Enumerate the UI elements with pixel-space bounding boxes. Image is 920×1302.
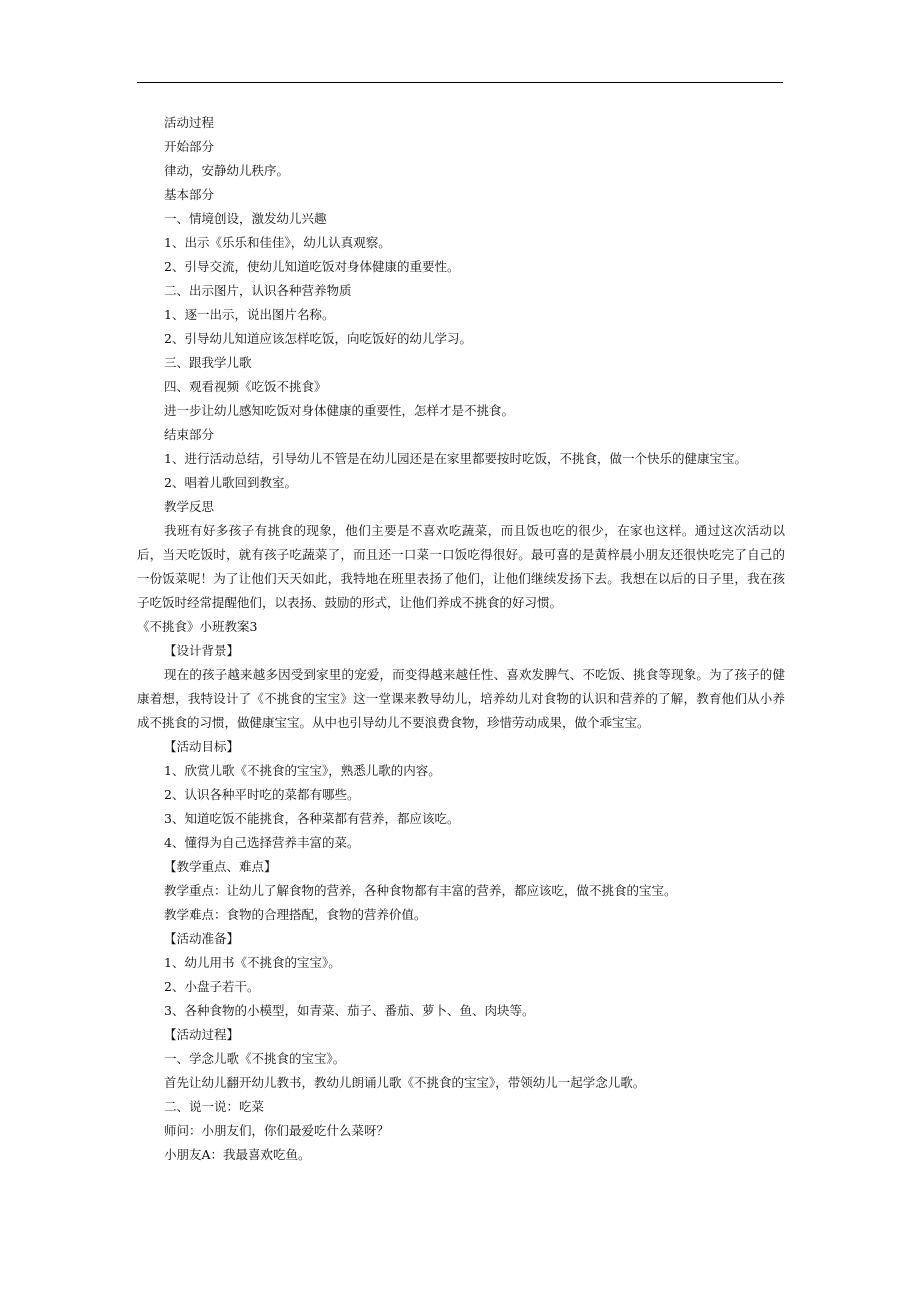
text-line: 律动，安静幼儿秩序。 [164, 163, 290, 178]
text-line: 2、唱着儿歌回到教室。 [164, 475, 297, 490]
text-line: 3、知道吃饭不能挑食，各种菜都有营养，都应该吃。 [164, 811, 460, 826]
text-line: 2、引导幼儿知道应该怎样吃饭，向吃饭好的幼儿学习。 [164, 331, 472, 346]
text-line: 结束部分 [164, 427, 215, 442]
text-line: 1、出示《乐乐和佳佳》，幼儿认真观察。 [164, 235, 391, 250]
text-line: 【活动过程】 [164, 1027, 240, 1042]
text-line: 教学反思 [164, 499, 215, 514]
text-line: 1、逐一出示，说出图片名称。 [164, 307, 335, 322]
text-line: 小朋友A：我最喜欢吃鱼。 [164, 1147, 311, 1162]
text-line: 一、情境创设，激发幼儿兴趣 [164, 211, 327, 226]
text-line: 教学难点：食物的合理搭配，食物的营养价值。 [164, 907, 427, 922]
text-line: 2、认识各种平时吃的菜都有哪些。 [164, 787, 360, 802]
text-line: 二、出示图片，认识各种营养物质 [164, 283, 352, 298]
text-line: 二、说一说：吃菜 [164, 1099, 265, 1114]
text-line: 开始部分 [164, 139, 215, 154]
text-line: 1、欣赏儿歌《不挑食的宝宝》，熟悉儿歌的内容。 [164, 763, 441, 778]
text-line: 一、学念儿歌《不挑食的宝宝》。 [164, 1051, 346, 1066]
text-line: 2、引导交流，使幼儿知道吃饭对身体健康的重要性。 [164, 259, 460, 274]
text-line: 进一步让幼儿感知吃饭对身体健康的重要性，怎样才是不挑食。 [164, 403, 515, 418]
text-line: 基本部分 [164, 187, 215, 202]
text-line: 四、观看视频《吃饭不挑食》 [164, 379, 327, 394]
text-line: 【活动目标】 [164, 739, 240, 754]
text-line: 教学重点：让幼儿了解食物的营养，各种食物都有丰富的营养，都应该吃，做不挑食的宝宝。 [164, 883, 677, 898]
text-line: 活动过程 [164, 115, 215, 130]
lesson-process-section [137, 111, 785, 519]
text-line: 师问：小朋友们，你们最爱吃什么菜呀？ [164, 1123, 390, 1138]
text-line: 2、小盘子若干。 [164, 979, 260, 994]
section-heading: 【设计背景】 [164, 643, 240, 658]
text-line: 1、幼儿用书《不挑食的宝宝》。 [164, 955, 341, 970]
text-line: 【教学重点、难点】 [164, 859, 277, 874]
reflection-paragraph: 我班有好多孩子有挑食的现象，他们主要是不喜欢吃蔬菜，而且饭也吃的很少，在家也这样。通过这次活动以后，当天吃饭时，就有孩子吃蔬菜了，而且还一口菜一口饭吃得很好。最可喜的是黄梓晨小朋友还很快吃完了自己的一份饭菜呢！为了让他们天天如此，我特地在班里表扬了他们，让他们继续发扬下去。我想在以后的日子里，我在孩子吃饭时经常提醒他们，以表扬、鼓励的形式，让他们养成不挑食的好习惯。 [137, 523, 785, 610]
lesson3-section [137, 735, 785, 1167]
document-body [137, 111, 785, 1167]
design-background-paragraph: 现在的孩子越来越多因受到家里的宠爱，而变得越来越任性、喜欢发脾气、不吃饭、挑食等现象。为了孩子的健康着想，我特设计了《不挑食的宝宝》这一堂课来教导幼儿，培养幼儿对食物的认识和营养的了解，教育他们从小养成不挑食的习惯，做健康宝宝。从中也引导幼儿不要浪费食物，珍惜劳动成果，做个乖宝宝。 [137, 667, 785, 730]
text-line: 【活动准备】 [164, 931, 240, 946]
text-line: 三、跟我学儿歌 [164, 355, 252, 370]
text-line: 1、进行活动总结，引导幼儿不管是在幼儿园还是在家里都要按时吃饭，不挑食，做一个快乐的健康宝宝。 [164, 451, 747, 466]
text-line: 4、懂得为自己选择营养丰富的菜。 [164, 835, 360, 850]
text-line: 首先让幼儿翻开幼儿教书，教幼儿朗诵儿歌《不挑食的宝宝》，带领幼儿一起学念儿歌。 [164, 1075, 646, 1090]
header-rule [137, 82, 783, 83]
lesson-title: 《不挑食》小班教案3 [137, 619, 258, 634]
text-line: 3、各种食物的小模型，如青菜、茄子、番茄、萝卜、鱼、肉块等。 [164, 1003, 535, 1018]
